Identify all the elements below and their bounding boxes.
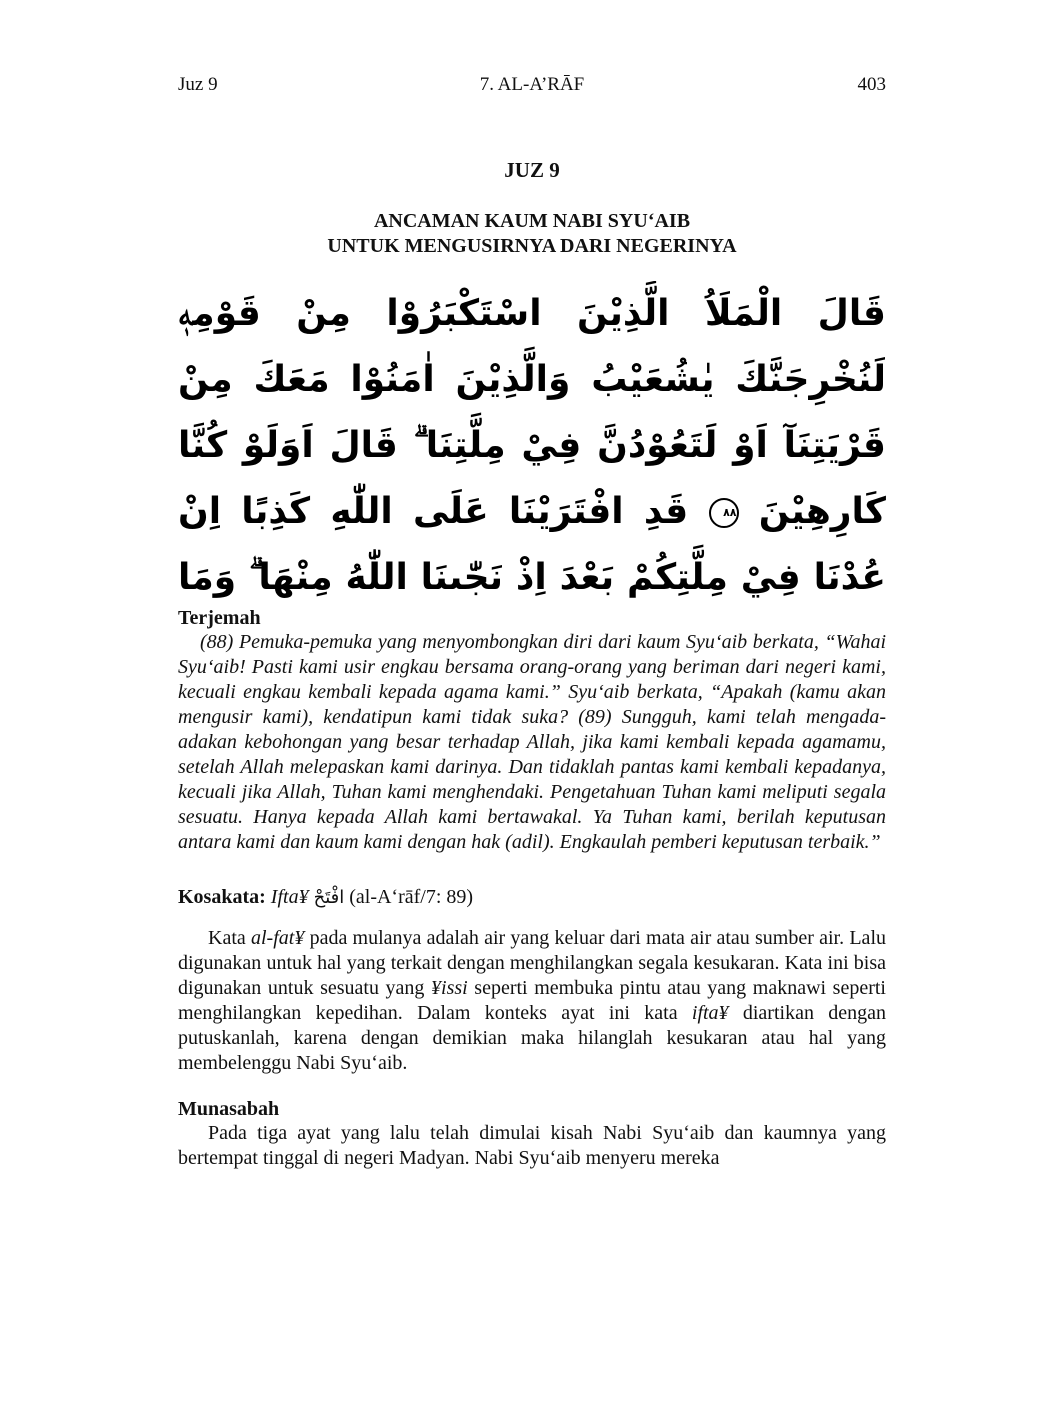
kosakata-label: Kosakata:: [178, 886, 266, 908]
section-title-line-1: ANCAMAN KAUM NABI SYU‘AIB: [373, 210, 691, 232]
section-title-line-2: UNTUK MENGUSIRNYA DARI NEGERINYA: [327, 235, 737, 257]
kosakata-line: [178, 885, 886, 910]
page: [178, 74, 886, 1171]
arabic-verses: [178, 281, 886, 607]
ayah-number-88: ٨٨: [709, 498, 739, 528]
kosakata-text: [178, 926, 886, 1076]
header-juz: Juz 9: [178, 74, 218, 95]
arabic-verse-89: قَدِ افْتَرَيْنَا عَلَى اللّٰهِ كَذِبًا اِنْ عُدْنَا فِيْ مِلَّتِكُمْ بَعْدَ اِذْ نَجّٰىنَا اللّٰهُ مِنْهَا ۗ وَمَا: [178, 491, 886, 598]
kosakata-reference: (al-A‘rāf/7: 89): [349, 886, 474, 908]
kos-text-1: Kata: [208, 927, 251, 949]
kos-term-al-fath: al-fat¥: [251, 927, 305, 949]
terjemah-heading: Terjemah: [178, 607, 261, 629]
arabic-verse-88: قَالَ الْمَلَاُ الَّذِيْنَ اسْتَكْبَرُوْا مِنْ قَوْمِهٖ لَنُخْرِجَنَّكَ يٰشُعَيْبُ وَالَّذِيْنَ اٰمَنُوْا مَعَكَ مِنْ قَرْيَتِنَآ اَوْ لَتَعُوْدُنَّ فِيْ مِلَّتِنَا ۗ قَالَ اَوَلَوْ كُنَّا كَارِهِيْنَ: [178, 293, 886, 532]
page-number: 403: [857, 74, 886, 95]
header-surah: 7. AL-A’RĀF: [479, 74, 585, 95]
kosakata-word: Ifta¥: [270, 886, 309, 908]
kosakata-arabic-word: افْتَحْ: [313, 887, 345, 908]
kos-term-hissi: ¥issi: [431, 977, 468, 999]
kos-term-iftah: ifta¥: [691, 1002, 729, 1024]
juz-heading: JUZ 9: [504, 158, 560, 182]
terjemah-text: (88) Pemuka-pemuka yang menyombongkan diri dari kaum Syu‘aib berkata, “Wahai Syu‘aib! Pasti kami usir engkau bersama orang-orang yang beriman dari negeri kami, kecuali engkau kembali kepada agama kami.” Syu‘aib berkata, “Apakah (kamu akan mengusir kami), kendatipun kami tidak suka? (89) Sungguh, kami telah mengada-adakan kebohongan yang besar terhadap Allah, jika kami kembali kepada agamamu, setelah Allah melepaskan kami darinya. Dan tidaklah pantas kami kembali kepadanya, kecuali jika Allah, Tuhan kami menghendaki. Pengetahuan Tuhan kami meliputi segala sesuatu. Hanya kepada Allah kami bertawakal. Ya Tuhan kami, berilah keputusan antara kami dan kaum kami dengan hak (adil). Engkaulah pemberi keputusan terbaik.”: [178, 631, 886, 853]
kos-text-2: pada mulanya adalah air yang keluar dari mata air atau sumber air. Lalu digunakan untuk hal yang terkait dengan menghilangkan segala kesukaran. Kata ini bisa digunakan untuk sesuatu yang: [178, 927, 886, 999]
munasabah-heading: Munasabah: [178, 1098, 280, 1120]
kos-text-4: diartikan dengan putuskanlah, karena dengan demikian maka hilanglah kesukaran atau hal yang membelenggu Nabi Syu‘aib.: [178, 1002, 887, 1074]
section-title: [178, 209, 886, 259]
kos-text-3: seperti membuka pintu atau yang maknawi seperti menghilangkan kepedihan. Dalam konteks ayat ini kata: [178, 977, 886, 1024]
munasabah-text: Pada tiga ayat yang lalu telah dimulai kisah Nabi Syu‘aib dan kaumnya yang bertempat tinggal di negeri Madyan. Nabi Syu‘aib menyeru mereka: [178, 1122, 886, 1169]
running-header: [178, 74, 886, 102]
